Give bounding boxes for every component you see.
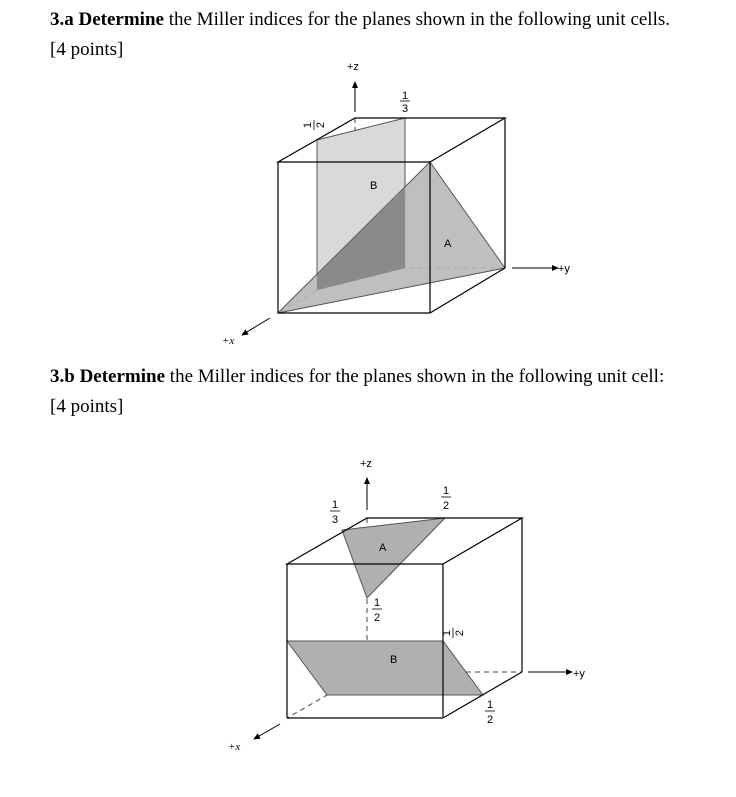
svg-text:1: 1 — [401, 90, 409, 102]
svg-text:2: 2 — [486, 714, 494, 726]
question-3a-number: 3.a — [50, 9, 74, 30]
fraction-half — [302, 120, 327, 130]
plane-b-label: B — [390, 654, 398, 666]
plane-a-label: A — [444, 238, 452, 250]
fraction-third — [400, 90, 410, 115]
svg-text:1: 1 — [331, 499, 339, 511]
svg-text:2: 2 — [442, 500, 450, 512]
unit-cell-figure-a — [222, 61, 570, 347]
plane-a-label: A — [379, 542, 387, 554]
plane-a — [342, 518, 445, 598]
z-axis-label: +z — [347, 61, 359, 73]
question-3a-text: the Miller indices for the planes shown in the following unit cells. — [163, 9, 671, 30]
x-axis-arrow — [242, 318, 270, 335]
fraction-half-right — [441, 628, 466, 638]
svg-text:1: 1 — [373, 597, 381, 609]
unit-cell-figure-b — [228, 458, 585, 753]
svg-text:3: 3 — [401, 103, 409, 115]
plane-b — [287, 641, 483, 695]
x-axis-label: +x — [228, 741, 241, 753]
question-3b-text: the Miller indices for the planes shown in the following unit cell: — [165, 366, 665, 387]
svg-text:1: 1 — [486, 699, 494, 711]
svg-text:1: 1 — [441, 629, 453, 637]
fraction-third — [330, 499, 340, 526]
x-axis-arrow — [254, 724, 280, 739]
y-axis-label: +y — [558, 263, 570, 275]
svg-text:3: 3 — [331, 514, 339, 526]
question-3b-verb: Determine — [79, 366, 166, 387]
fraction-half-bottom — [485, 699, 495, 726]
question-3a-verb: Determine — [78, 9, 164, 30]
question-3a-points: [4 points] — [50, 39, 124, 60]
question-3b-points: [4 points] — [50, 396, 124, 417]
y-axis-label: +y — [573, 668, 585, 680]
question-3b-number: 3.b — [50, 366, 75, 387]
plane-b-label: B — [370, 180, 378, 192]
z-axis-label: +z — [360, 458, 372, 470]
x-axis-label: +x — [222, 335, 235, 347]
svg-text:2: 2 — [454, 629, 466, 637]
svg-text:1: 1 — [302, 121, 314, 129]
svg-text:2: 2 — [373, 612, 381, 624]
fraction-half-middle — [372, 597, 382, 624]
svg-text:2: 2 — [315, 121, 327, 129]
fraction-half-top — [441, 485, 451, 512]
svg-text:1: 1 — [442, 485, 450, 497]
